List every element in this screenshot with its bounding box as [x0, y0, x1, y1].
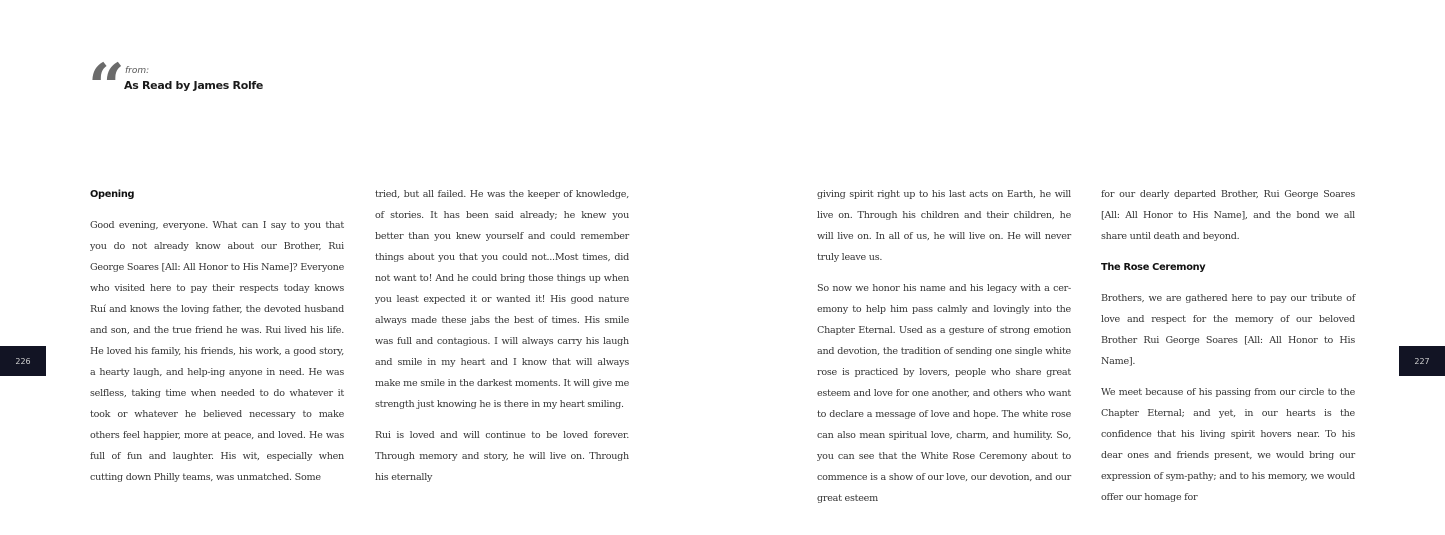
- text-column-1: [90, 184, 344, 498]
- page-number-right: 227: [1399, 346, 1445, 376]
- paragraph: Good evening, everyone. What can I say to you that you do not already know about our Brother, Rui George Soares [All: All Honor to His Name]? Everyone who visited here to pay their respects today knows Ruí and knows the loving father, the devoted husband and son, and the true friend he was. Rui lived his life. He loved his family, his friends, his work, a good story, a hearty laugh, and help-ing anyone in need. He was selfless, taking time when needed to do whatever it took or whatever he believed necessary to make others feel happier, more at peace, and loved. He was full of fun and laughter. His wit, especially when cutting down Philly teams, was unmatched. Some: [90, 220, 344, 483]
- paragraph: So now we honor his name and his legacy with a cer-emony to help him pass calmly and lovingly into the Chapter Eternal. Used as a gesture of strong emotion and devotion, the tradition of sending one single white rose is practiced by lovers, people who share great esteem and love for one another, and others who want to declare a message of love and hope. The white rose can also mean spiritual love, charm, and humility. So, you can see that the White Rose Ceremony about to commence is a show of our love, our devotion, and our great esteem: [817, 283, 1071, 504]
- paragraph: giving spirit right up to his last acts on Earth, he will live on. Through his children and their children, he will live on. In all of us, he will live on. He will never truly leave us.: [817, 189, 1071, 263]
- paragraph: We meet because of his passing from our circle to the Chapter Eternal; and yet, in our hearts is the confidence that his living spirit hovers near. To his dear ones and friends present, we would bring our expression of sym-pathy; and to his memory, we would offer our homage for: [1101, 387, 1355, 503]
- paragraph: Rui is loved and will continue to be loved forever. Through memory and story, he will live on. Through his eternally: [375, 430, 629, 483]
- paragraph: tried, but all failed. He was the keeper of knowledge, of stories. It has been said already; he knew you better than you knew yourself and could remember things about you that you could not...Most times, did not want to! And he could bring those things up when you least expected it or wanted it! His good nature always made these jabs the best of times. His smile was full and contagious. I will always carry his laugh and smile in my heart and I know that will always make me smile in the darkest moments. It will give me strength just knowing he is there in my heart smiling.: [375, 189, 629, 410]
- section-heading-rose-ceremony: The Rose Ceremony: [1101, 262, 1206, 273]
- text-column-2: [375, 184, 629, 498]
- section-heading-opening: Opening: [90, 189, 135, 200]
- source-title: As Read by James Rolfe: [124, 79, 264, 92]
- paragraph: for our dearly departed Brother, Rui George Soares [All: All Honor to His Name], and the bond we all share until death and beyond.: [1101, 189, 1355, 242]
- text-column-4: [1101, 184, 1355, 518]
- page-number-left: 226: [0, 346, 46, 376]
- from-label: from:: [125, 66, 150, 76]
- paragraph: Brothers, we are gathered here to pay our tribute of love and respect for the memory of our beloved Brother Rui George Soares [All: All Honor to His Name].: [1101, 293, 1355, 367]
- quote-mark-icon: “: [88, 50, 119, 125]
- text-column-3: [817, 184, 1071, 519]
